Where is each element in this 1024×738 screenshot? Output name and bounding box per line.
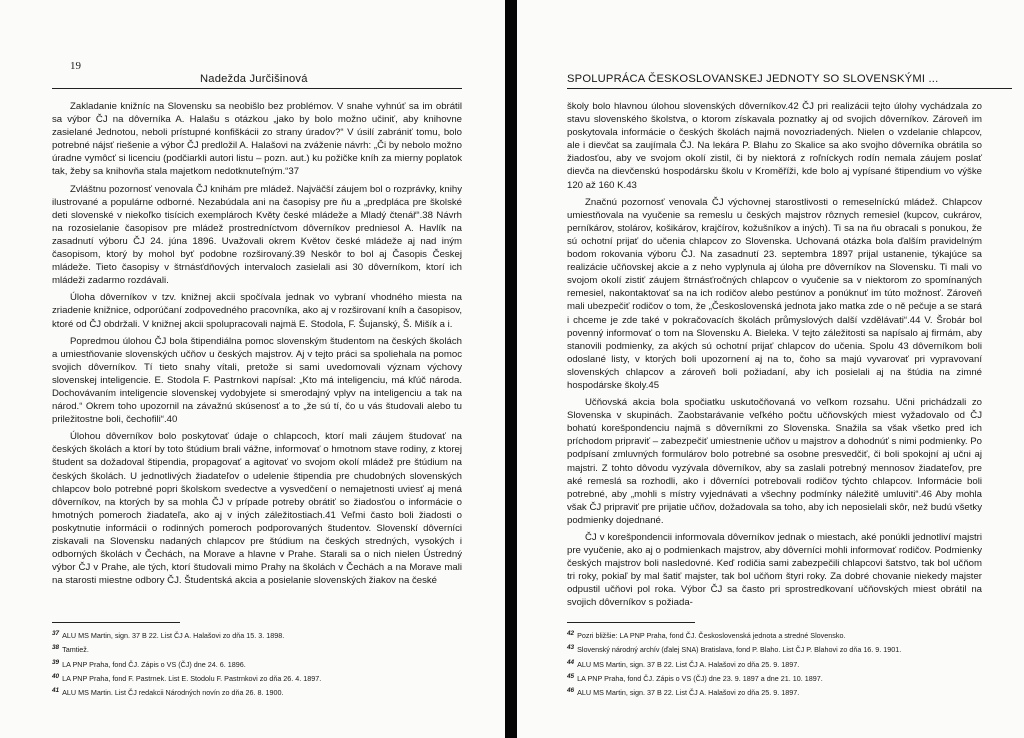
footnote-number: 40 bbox=[52, 672, 60, 680]
footnote bbox=[52, 657, 462, 671]
body-text bbox=[52, 100, 462, 587]
paragraph: Zakladanie knižníc na Slovensku sa neobišlo bez problémov. V snahe vyhnúť sa im obrátil sa výbor ČJ na dôverníka A. Halašu s otázkou „jako by bolo možno učiniť, aby knihovne zasielané Jednotou, neboli prístupné konfiškácii zo strany úradov?“ V úsilí zabrániť tomu, bolo potrebné nájsť riešenie a výbor ČJ predložil A. Halašovi na zváženie návrh: „Či by nebolo možno úradne vymôcť si licenciu (podčiarkli autori listu – pozn. aut.) ku požičke kníh za mierny poplatok tak, žeby sa knihovňa stala majetkom nedotknuteľným.“37 bbox=[52, 101, 462, 178]
footnote-text: ALU MS Martin, sign. 37 B 22. List ČJ A. Halašovi zo dňa 25. 9. 1897. bbox=[577, 659, 800, 669]
footnote-rule bbox=[567, 622, 695, 623]
footnote-rule bbox=[52, 622, 180, 623]
footnote bbox=[567, 642, 1007, 656]
footnote-text: Slovenský národný archív (ďalej SNA) Bratislava, fond P. Blaho. List ČJ P. Blahovi zo dňa 16. 9. 1901. bbox=[577, 645, 902, 655]
footnote bbox=[567, 671, 1007, 685]
footnote bbox=[567, 685, 1007, 699]
right-page bbox=[517, 0, 1024, 738]
footnote bbox=[567, 657, 1007, 671]
paragraph: Popredmou úlohou ČJ bola štipendiálna pomoc slovenským študentom na českých školách a umiestňovanie slovenských učňov u českých majstrov. Aj v tejto práci sa spoliehala na pomoc svojich dôverníkov. Tí tieto snahy vítali, pretože si sami uvedomovali význam výchovy slovenskej inteligencie. E. Stodola F. Pastrnkovi napísal: „Kto má inteligenciu, má kľúč národa. Dochovávaním inteligencie slovenskej vydobyjete si smerodajný vplyv na inteligenciu a tak na národ.“ Okrem toho upozornil na závažnú skúsenosť a to „že sú tí, čo u vás študovali alebo tu priležitostne boli, čechofili“.40 bbox=[52, 335, 462, 426]
footnote bbox=[567, 628, 1007, 642]
footnote-number: 37 bbox=[52, 630, 60, 637]
page-number: 19 bbox=[70, 60, 81, 72]
footnote bbox=[52, 628, 462, 642]
footnote-number: 45 bbox=[567, 672, 575, 680]
footnote-number: 42 bbox=[567, 630, 575, 637]
paragraph: Značnú pozornosť venovala ČJ výchovnej starostlivosti o remeselníckú mládež. Chlapcov umiestňovala na vyučenie sa remeslu u českých majstrov rôznych remesiel (kupcov, cukrárov, perníkárov, stolárov, košikárov, krajčírov, kožušníkov a iných). Ti sa na ňu obracali s ponukou, že sú ochotní prijať do učenia chlapcov zo Slovenska. Uchovaná otázka bola ďalším pravidelným bodom rokovania výboru ČJ. Na zasadnutí 23. septembra 1897 prijal ustanenie, týkajúce sa realizácie učňovskej akcie a z neho vyplynula aj úloha pre dôverníkov na Slovensku. Ti mali vo svojom okolí zistiť záujem štrnásťročných chlapcov o vyučenie sa v niektorom zo spomínaných remesiel, nakontaktovať sa na ich rodičov alebo pestúnov a ponúknuť im túto možnosť. Zároveň mali ubezpečiť rodičov o tom, že „Československá jednota jako matka zde o ně pečuje a se stará i chceme je zde také v pokračovacích školách průmyslových další vzdělávati“.44 V. Šrobár bol povenný informovať o tom na Slovensku A. Bieleka. V tejto záležitosti sa napísalo aj firmám, aby stanovili podmienky, za akých sú ochotní prijať chlapcov do učenia. Spolu 43 dôverníkom boli odoslané listy, v ktorých boli upozornení aj na to, čoho sa majú vyvarovať pri vypravovaní slovenských chlapcov a zároveň boli požiadaní, aby ich posielali aj na štúdia na zimné hospodárske školy.45 bbox=[567, 196, 982, 391]
footnote-text: LA PNP Praha, fond ČJ. Zápis o VS (ČJ) dne 24. 6. 1896. bbox=[62, 659, 246, 669]
footnote-number: 41 bbox=[52, 687, 60, 695]
footnote-text: ALU MS Martin, sign. 37 B 22. List ČJ A. Halašovi zo dňa 15. 3. 1898. bbox=[62, 631, 285, 640]
header-rule bbox=[52, 88, 462, 89]
footnote-number: 43 bbox=[567, 644, 575, 652]
footnote-text: ALU MS Martin, sign. 37 B 22. List ČJ A. Halašovi zo dňa 25. 9. 1897. bbox=[577, 688, 800, 698]
footnote-number: 39 bbox=[52, 658, 60, 666]
footnote-number: 46 bbox=[567, 687, 575, 695]
footnote bbox=[52, 671, 462, 685]
footnotes bbox=[567, 628, 1007, 699]
footnote-text: Pozri bližšie: LA PNP Praha, fond ČJ. Československá jednota a stredné Slovensko. bbox=[577, 631, 846, 640]
footnote-number: 38 bbox=[52, 644, 60, 652]
running-head-title: SPOLUPRÁCA ČESKOSLOVANSKEJ JEDNOTY SO SLOVENSKÝMI ... bbox=[567, 73, 939, 85]
footnote bbox=[52, 685, 462, 699]
paragraph: Zvláštnu pozornosť venovala ČJ knihám pre mládež. Najväčší záujem bol o rozprávky, knihy ilustrované a populárne odborné. Nezabúdala ani na časopisy pre ňu a „predplácа pre školské deti slovenské v niekoľko tisícich exemplároch Květy české mládeže a Mladý čtenář“.38 Návrh na rozosielanie časopisov pre mládež prostredníctvom dôverníkov predniesol A. Havlík na zasadnutí výboru ČJ 24. júna 1896. Uvažovali okrem Květov české mládeže aj nad iným časopisom, ktorý by mohol byť podobne rozširovaný.39 Neskôr to bol aj Časopis Českej mládeže. Tieto časopisy v štrnásťdňových intervaloch zasielali asi 30 dôverníkom, ktorí ich mládeži zadarmo rozdávali. bbox=[52, 183, 462, 287]
running-head-author: Nadežda Jurčišinová bbox=[200, 73, 308, 85]
footnote-text: LA PNP Praha, fond ČJ. Zápis o VS (ČJ) dne 23. 9. 1897 a dne 21. 10. 1897. bbox=[577, 673, 823, 683]
footnote-text: LA PNP Praha, fond F. Pastrnek. List E. Stodolu F. Pastrnkovi zo dňa 26. 4. 1897. bbox=[62, 673, 322, 683]
paragraph: Učňovská akcia bola spočiatku uskutočňovaná vo veľkom rozsahu. Učni prichádzali zo Slovenska v skupinách. Zaobstarávanie veľkého počtu učňovských miest vyžadovalo od ČJ bohatú korešpondenciu najmä s dôverníkmi zo Slovenska. Snažila sa však všetko pred ich príchodom pripraviť – zabezpečiť umiestnenie učňov u majstrov a dohodnúť s nimi podmienky. Po podpísaní zmluvných formulárov bolo potrebné sa osobne presvedčiť, či boli spokojní aj učni aj majstri. Z tohto dôvodu vyzývala dôverníkov, aby sa zaslali potrebný mennosov žiadateľov, pre aké remeslá sa rozhodli, ako i dôverníci potrebovali rodičov týchto chlapcov. Informácie boli potrebné, aby „mohli s místry vyjednávati a všechny podmínky náležitě umluviti“.46 Aby mohla však ČJ pripraviť pre prijatie učňov, dožadovala sa toho, aby ich neposielali skôr, než budú všetky podmienky dojednané. bbox=[567, 397, 982, 526]
paragraph: ČJ v korešpondencii informovala dôverníkov jednak o miestach, aké ponúkli jednotliví majstri pre vyučenie, ako aj o podmienkach majstrov, aby dôverníci mohli informovať rodičov. Podmienky českých majstrov boli nasledovné. Keď rodičia sami zabezpečili chlapcovi šatstvo, tak bol učňom tri roky, pokiaľ by mal šatiť majster, tak bol učňom štyri roky. Za dobré chovanie niekedy majster odpustil učňovi pol roka. Výbor ČJ sa často pri sprostredkovaní učňovských miest obrátil na svojich dôverníkov s požiada- bbox=[567, 532, 982, 609]
paragraph: Úloha dôverníkov v tzv. knižnej akcii spočívala jednak vo vybraní vhodného miesta na zriadenie knižnice, odporúčaní zodpovedného pracovníka, ako aj v rozširovaní kníh a časopisov, ktoré od ČJ obdržali. V knižnej akcii spolupracovali najmä E. Stodola, F. Šujanský, Š. Mišík a i. bbox=[52, 292, 462, 330]
footnote-number: 44 bbox=[567, 658, 575, 666]
paragraph: Úlohou dôverníkov bolo poskytovať údaje o chlapcoch, ktorí mali záujem študovať na českých školách a ktorí by toto štúdium brali vážne, informovať o hmotnom stave rodiny, z ktorej študent sa dožadoval štipendia, propagovať a agitovať vo svojom okolí mládež pre štúdium na českých školách. U jednotlivých žiadateľov o udelenie štipendia pre chudobných slovenských chlapcov bolo potrebné popri školskom svedectve a vysvedčení o nemajetnosti uviesť aj mená dôverníkov, na ktorých by sa mohla ČJ v prípade potreby obrátiť so žiadosťou o informácie o hmotných pomeroch žiadateľa, ako aj v iných záležitostiach.41 Veľmi často boli žiadosti o poskytnutie informácii o rodinných pomeroch podporovaných študentov. Slovenskí dôverníci ziskavali na Slovensku nadaných chlapcov pre štúdium na českých stredných, vysokých i odborných školách v Čechách, na Morave a hlavne v Prahe. Starali sa o nich nielen Ústredný výbor ČJ v Prahe, ale tých, ktorí študovali mimo Prahy na školách v Čechách a na Morave mali na starosti miestne odbory ČJ. Študentská akcia a posielanie slovenských žiakov na české bbox=[52, 431, 462, 587]
paragraph: školy bolo hlavnou úlohou slovenských dôverníkov.42 ČJ pri realizácii tejto úlohy vychádzala zo stavu slovenského školstva, o ktorom získavala poznatky aj od svojich dôverníkov. Zároveň im poskytovala informácie o českých školách najmä novozriadených. Nielen o vzdelanie chlapcov, ale i dievčat sa zaujímala ČJ. Na lekára P. Blahu zo Skalice sa ako svojho dôverníka obrátila so žiadosťou, aby ve svojom okolí zistil, či by niektorá z roľníckych rodín nemala záujem poslať dievča na dievčenskú hospodársku školu v Kroměříži, kde bolo aj vypísané štipendium vo výške 120 až 160 K.43 bbox=[567, 101, 982, 191]
footnote bbox=[52, 642, 462, 656]
footnote-text: ALU MS Martin. List ČJ redakcii Národných novín zo dňa 26. 8. 1900. bbox=[62, 688, 284, 698]
footnotes bbox=[52, 628, 462, 699]
header-rule bbox=[567, 88, 1012, 89]
body-text bbox=[567, 100, 982, 610]
footnote-text: Tamtiež. bbox=[62, 645, 89, 655]
left-page bbox=[0, 0, 505, 738]
